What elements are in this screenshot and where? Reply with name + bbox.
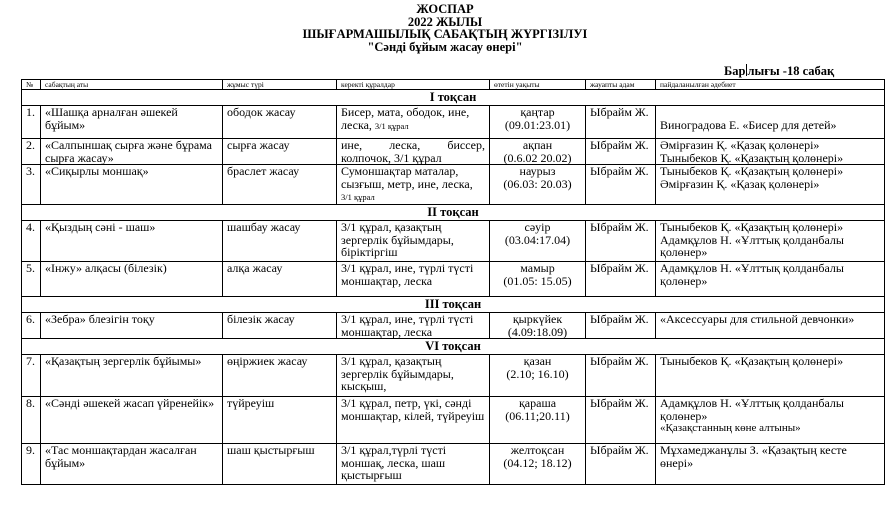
literature-item: «Қазақстанның көне алтыны» <box>660 422 801 435</box>
literature-item: Адамқұлов Н. «Ұлттық қолданбалы қолөнер» <box>660 396 844 423</box>
literature-item: Тыныбеков Қ. «Қазақтың қолөнері» <box>660 354 844 369</box>
tools <box>337 220 490 261</box>
plan-year: 2022 ЖЫЛЫ <box>407 14 483 29</box>
table-row <box>22 261 885 296</box>
row-number: 4. <box>22 220 41 261</box>
plan-subtitle: ШЫҒАРМАШЫЛЫҚ САБАҚТЫҢ ЖҮРГІЗІЛУІ <box>302 27 588 41</box>
lesson-name: «Қазақтың зергерлік бұйымы» <box>41 355 223 397</box>
section-title: VI тоқсан <box>22 339 885 355</box>
lesson-dates: (4.09:18.09) <box>507 324 568 339</box>
lesson-time <box>490 106 586 139</box>
literature-item: Адамқұлов Н. «Ұлттық қолданбалы қолөнер» <box>660 261 844 288</box>
lesson-month: қыркүйек <box>512 312 563 326</box>
table-row <box>22 220 885 261</box>
responsible-person: Ыбрайм Ж. <box>586 355 656 397</box>
tools <box>337 312 490 338</box>
table-row <box>22 139 885 165</box>
lesson-dates: (0.6.02 20.02) <box>503 150 572 165</box>
table-header-row <box>22 80 885 90</box>
tools-text: 3/1 құрал, ине, түрлі түсті моншақтар, леска <box>341 312 474 339</box>
lesson-dates: (2.10; 16.10) <box>506 366 569 381</box>
section-row <box>22 296 885 312</box>
col-header-work-type: жұмыс түрі <box>223 80 337 90</box>
lesson-dates: (06.11;20.11) <box>505 408 570 423</box>
work-type: сырға жасау <box>223 139 337 165</box>
lesson-time <box>490 261 586 296</box>
literature-item: Әмірғазин Қ. «Қазақ қолөнері» <box>660 176 820 191</box>
lesson-time <box>490 220 586 261</box>
total-lessons <box>724 64 834 79</box>
plan-table <box>21 79 885 485</box>
literature <box>656 220 885 261</box>
col-header-lesson-name: сабақтың аты <box>41 80 223 90</box>
lesson-dates: (04.12; 18.12) <box>503 455 572 470</box>
work-type: алқа жасау <box>223 261 337 296</box>
responsible-person: Ыбрайм Ж. <box>586 220 656 261</box>
lesson-time <box>490 397 586 444</box>
section-row <box>22 339 885 355</box>
section-title: II тоқсан <box>22 204 885 220</box>
literature-item: Тыныбеков Қ. «Қазақтың қолөнері» <box>660 150 844 165</box>
tools <box>337 397 490 444</box>
col-header-time: өтетін уақыты <box>490 80 586 90</box>
lesson-time <box>490 444 586 485</box>
literature <box>656 312 885 338</box>
literature <box>656 355 885 397</box>
document-header <box>0 3 890 53</box>
lesson-dates: (01.05: 15.05) <box>503 273 572 288</box>
section-title: I тоқсан <box>22 90 885 106</box>
table-row <box>22 106 885 139</box>
lesson-name: «Шашқа арналған әшекей бұйым» <box>41 106 223 139</box>
tools-text: 3/1 құрал,түрлі түсті моншақ, леска, шаш қыстырғыш <box>341 443 447 483</box>
col-header-responsible: жауапты адам <box>586 80 656 90</box>
row-number: 1. <box>22 106 41 139</box>
tools <box>337 139 490 165</box>
lesson-name: «Қыздың сәні - шаш» <box>41 220 223 261</box>
total-suffix: лығы -18 сабақ <box>747 64 835 78</box>
lesson-time <box>490 355 586 397</box>
table-row <box>22 444 885 485</box>
tools-text: Сумоншақтар маталар, сызғыш, метр, ине, леска, <box>341 164 473 191</box>
literature-item <box>660 106 880 119</box>
total-prefix: Бар <box>724 64 746 78</box>
literature-item: Тыныбеков Қ. «Қазақтың қолөнері» <box>660 220 844 234</box>
lesson-month: қараша <box>518 396 557 411</box>
tools-text: 3/1 құрал, қазақтың зергерлік бұйымдары, кысқыш, <box>341 354 454 394</box>
tools <box>337 165 490 205</box>
lesson-name: «Сиқырлы моншақ» <box>41 165 223 205</box>
row-number: 7. <box>22 355 41 397</box>
section-title: III тоқсан <box>22 296 885 312</box>
lesson-month: қаңтар <box>520 105 555 119</box>
literature <box>656 106 885 139</box>
work-type: ободок жасау <box>223 106 337 139</box>
col-header-number: № <box>22 80 41 90</box>
tools-text: 3/1 құрал, қазақтың зергерлік бұйымдары, біріктіргіш <box>341 220 454 260</box>
lesson-dates: (09.01:23.01) <box>504 117 571 132</box>
lesson-name: «Салпыншақ сырға және бұрама сырға жасау» <box>41 139 223 165</box>
tools <box>337 355 490 397</box>
literature <box>656 261 885 296</box>
col-header-tools: керекті құралдар <box>337 80 490 90</box>
col-header-literature: пайдаланылған әдебиет <box>656 80 885 90</box>
course-name: "Сәнді бұйым жасау өнері" <box>367 39 523 54</box>
table-row <box>22 165 885 205</box>
row-number: 6. <box>22 312 41 338</box>
tools <box>337 106 490 139</box>
tools-text: ине, леска, биссер, колпочок, 3/1 құрал <box>341 138 485 165</box>
lesson-name: «Інжу» алқасы (білезік) <box>41 261 223 296</box>
lesson-name: «Сәнді әшекей жасап үйренейік» <box>41 397 223 444</box>
lesson-time <box>490 312 586 338</box>
lesson-dates: (03.04:17.04) <box>504 232 571 247</box>
lesson-month: наурыз <box>519 164 556 179</box>
table-row <box>22 355 885 397</box>
lesson-month: желтоқсан <box>510 443 565 458</box>
lesson-time <box>490 165 586 205</box>
lesson-name: «Зебра» блезігін тоқу <box>41 312 223 338</box>
literature-item: Мұхамеджанұлы З. «Қазақтың кесте өнері» <box>660 443 847 470</box>
responsible-person: Ыбрайм Ж. <box>586 106 656 139</box>
literature <box>656 165 885 205</box>
lesson-time <box>490 139 586 165</box>
lesson-dates: (06.03: 20.03) <box>503 176 572 191</box>
table-row <box>22 312 885 338</box>
tools-text: Бисер, мата, ободок, ине, леска, <box>341 105 470 132</box>
tools-small-text: 3/1 құрал <box>341 192 375 203</box>
responsible-person: Ыбрайм Ж. <box>586 165 656 205</box>
literature-item: Виноградова Е. «Бисер для детей» <box>660 117 837 132</box>
section-row <box>22 204 885 220</box>
tools <box>337 444 490 485</box>
responsible-person: Ыбрайм Ж. <box>586 261 656 296</box>
work-type: шаш қыстырғыш <box>223 444 337 485</box>
work-type: шашбау жасау <box>223 220 337 261</box>
responsible-person: Ыбрайм Ж. <box>586 444 656 485</box>
lesson-month: мамыр <box>520 261 555 275</box>
lesson-month: сәуір <box>524 220 551 234</box>
row-number: 2. <box>22 139 41 165</box>
lesson-month: қазан <box>523 354 552 369</box>
work-type: түйреуіш <box>223 397 337 444</box>
row-number: 9. <box>22 444 41 485</box>
tools <box>337 261 490 296</box>
literature-item: Тыныбеков Қ. «Қазақтың қолөнері» <box>660 164 844 179</box>
row-number: 5. <box>22 261 41 296</box>
row-number: 8. <box>22 397 41 444</box>
tools-small-text: 3/1 құрал <box>374 120 409 131</box>
responsible-person: Ыбрайм Ж. <box>586 397 656 444</box>
tools-text: 3/1 құрал, петр, үкі, сәнді моншақтар, кілей, түйреуіш <box>341 396 485 423</box>
work-type: браслет жасау <box>223 165 337 205</box>
literature <box>656 397 885 444</box>
section-row <box>22 90 885 106</box>
literature <box>656 139 885 165</box>
literature <box>656 444 885 485</box>
row-number: 3. <box>22 165 41 205</box>
literature-item: «Аксессуары для стильной девчонки» <box>660 312 855 326</box>
lesson-name: «Тас моншақтардан жасалған бұйым» <box>41 444 223 485</box>
work-type: өңіржиек жасау <box>223 355 337 397</box>
lesson-month: ақпан <box>522 138 553 152</box>
literature-item: Адамқұлов Н. «Ұлттық қолданбалы қолөнер» <box>660 232 844 260</box>
work-type: білезік жасау <box>223 312 337 338</box>
literature-item: Әмірғазин Қ. «Қазақ қолөнері» <box>660 138 820 152</box>
table-row <box>22 397 885 444</box>
plan-title: ЖОСПАР <box>416 2 474 16</box>
tools-text: 3/1 құрал, ине, түрлі түсті моншақтар, леска <box>341 261 474 288</box>
responsible-person: Ыбрайм Ж. <box>586 139 656 165</box>
responsible-person: Ыбрайм Ж. <box>586 312 656 338</box>
